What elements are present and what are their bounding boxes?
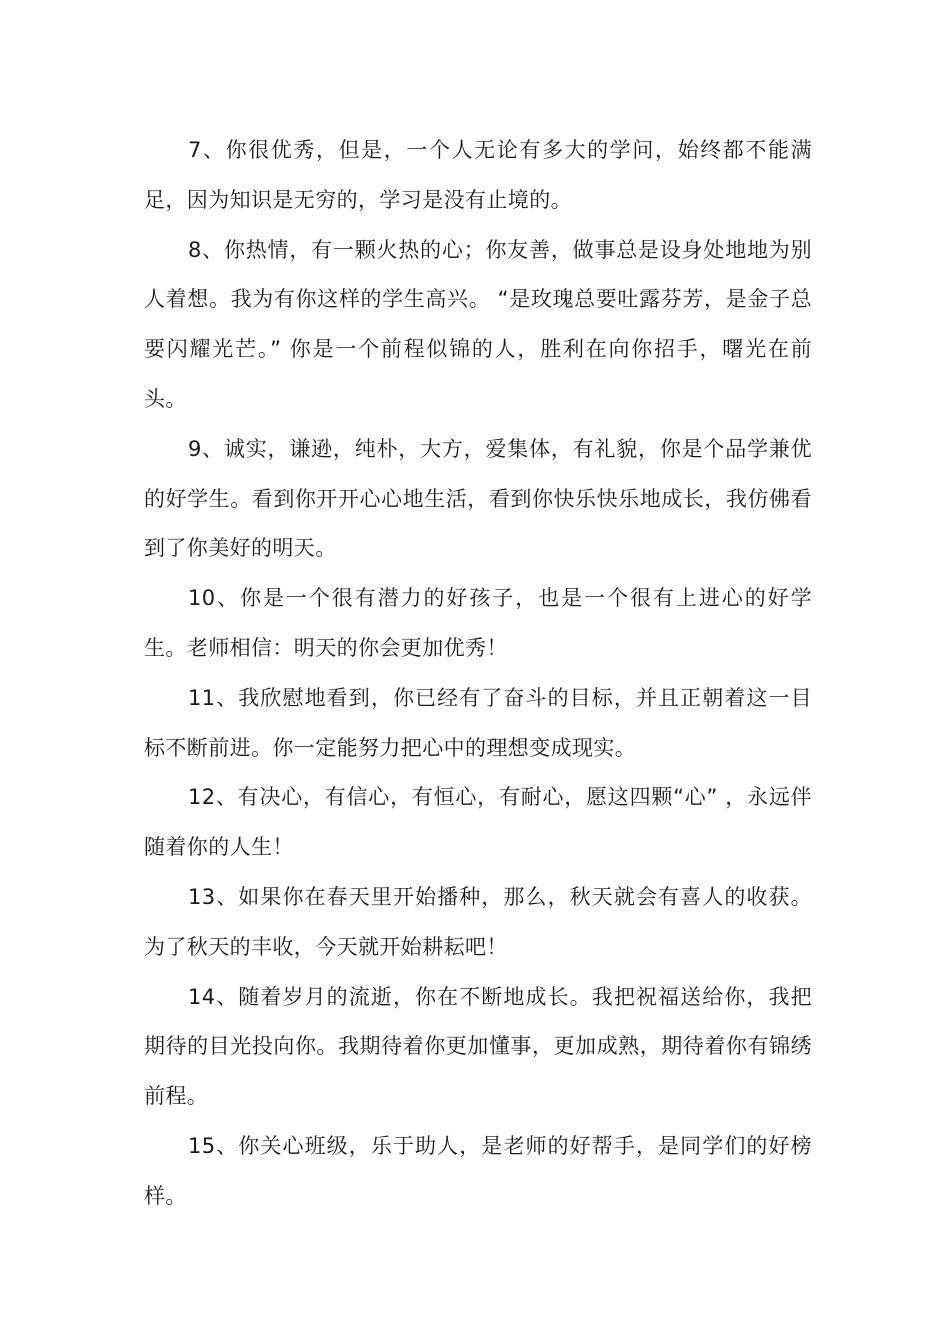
comment-paragraph-14: 14、随着岁月的流逝，你在不断地成长。我把祝福送给你，我把期待的目光投向你。我期待着你更加懂事，更加成熟，期待着你有锦绣前程。: [144, 984, 812, 1109]
document-body: [144, 126, 812, 1222]
comment-paragraph-11: 11、我欣慰地看到，你已经有了奋斗的目标，并且正朝着这一目标不断前进。你一定能努力把心中的理想变成现实。: [144, 685, 812, 760]
comment-paragraph-8: 8、你热情，有一颗火热的心；你友善，做事总是设身处地地为别人着想。我为有你这样的学生高兴。 “是玫瑰总要吐露芬芳，是金子总要闪耀光芒。” 你是一个前程似锦的人，胜利在向你招手，曙光在前头。: [144, 237, 812, 411]
comment-paragraph-13: 13、如果你在春天里开始播种，那么，秋天就会有喜人的收获。为了秋天的丰收，今天就开始耕耘吧！: [144, 884, 812, 959]
comment-paragraph-15: 15、你关心班级，乐于助人，是老师的好帮手，是同学们的好榜样。: [144, 1133, 812, 1208]
comment-paragraph-7: 7、你很优秀，但是，一个人无论有多大的学问，始终都不能满足，因为知识是无穷的，学习是没有止境的。: [144, 138, 812, 212]
comment-paragraph-9: 9、诚实，谦逊，纯朴，大方，爱集体，有礼貌，你是个品学兼优的好学生。看到你开开心心地生活，看到你快乐快乐地成长，我仿佛看到了你美好的明天。: [144, 436, 812, 561]
comment-paragraph-10: 10、你是一个很有潜力的好孩子，也是一个很有上进心的好学生。老师相信：明天的你会更加优秀！: [144, 586, 812, 660]
comment-paragraph-12: 12、有决心，有信心，有恒心，有耐心，愿这四颗“心” ，永远伴随着你的人生！: [144, 785, 812, 860]
